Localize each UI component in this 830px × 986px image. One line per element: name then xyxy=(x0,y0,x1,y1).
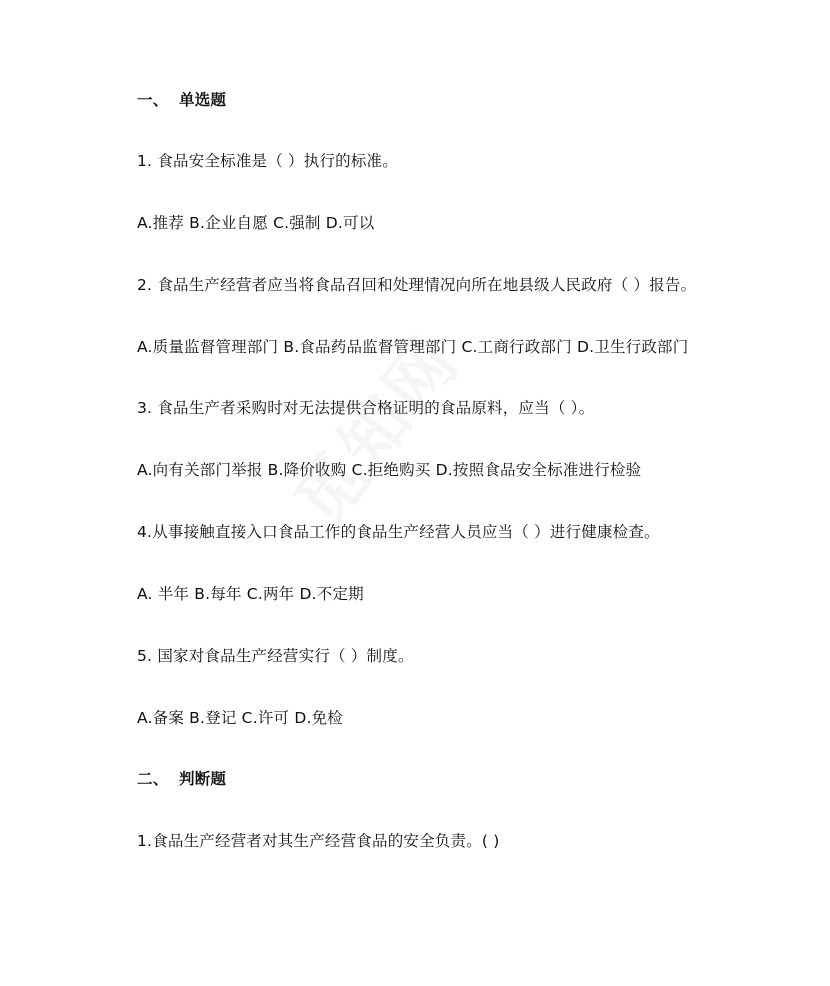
section-heading-true-false xyxy=(137,769,226,789)
question-2-options: A.质量监督管理部门 B.食品药品监督管理部门 C.工商行政部门 D.卫生行政部门 xyxy=(137,338,689,356)
question-1-text: 1. 食品安全标准是（ ）执行的标准。 xyxy=(137,152,398,170)
section-title: 判断题 xyxy=(179,770,227,788)
section-number: 二、 xyxy=(137,770,169,788)
section-heading-single-choice xyxy=(137,90,226,110)
question-5-text: 5. 国家对食品生产经营实行（ ）制度。 xyxy=(137,647,414,665)
question-2-text: 2. 食品生产经营者应当将食品召回和处理情况向所在地县级人民政府（ ）报告。 xyxy=(137,276,697,294)
question-1-options: A.推荐 B.企业自愿 C.强制 D.可以 xyxy=(137,214,375,232)
question-3-text: 3. 食品生产者采购时对无法提供合格证明的食品原料，应当（ ）。 xyxy=(137,399,595,417)
tf-question-1-text: 1.食品生产经营者对其生产经营食品的安全负责。( ) xyxy=(137,832,500,850)
section-title: 单选题 xyxy=(179,91,227,109)
question-4-text: 4.从事接触直接入口食品工作的食品生产经营人员应当（ ）进行健康检查。 xyxy=(137,523,660,541)
question-4-options: A. 半年 B.每年 C.两年 D.不定期 xyxy=(137,585,364,603)
question-3-options: A.向有关部门举报 B.降价收购 C.拒绝购买 D.按照食品安全标准进行检验 xyxy=(137,461,642,479)
question-5-options: A.备案 B.登记 C.许可 D.免检 xyxy=(137,709,344,727)
section-number: 一、 xyxy=(137,91,169,109)
